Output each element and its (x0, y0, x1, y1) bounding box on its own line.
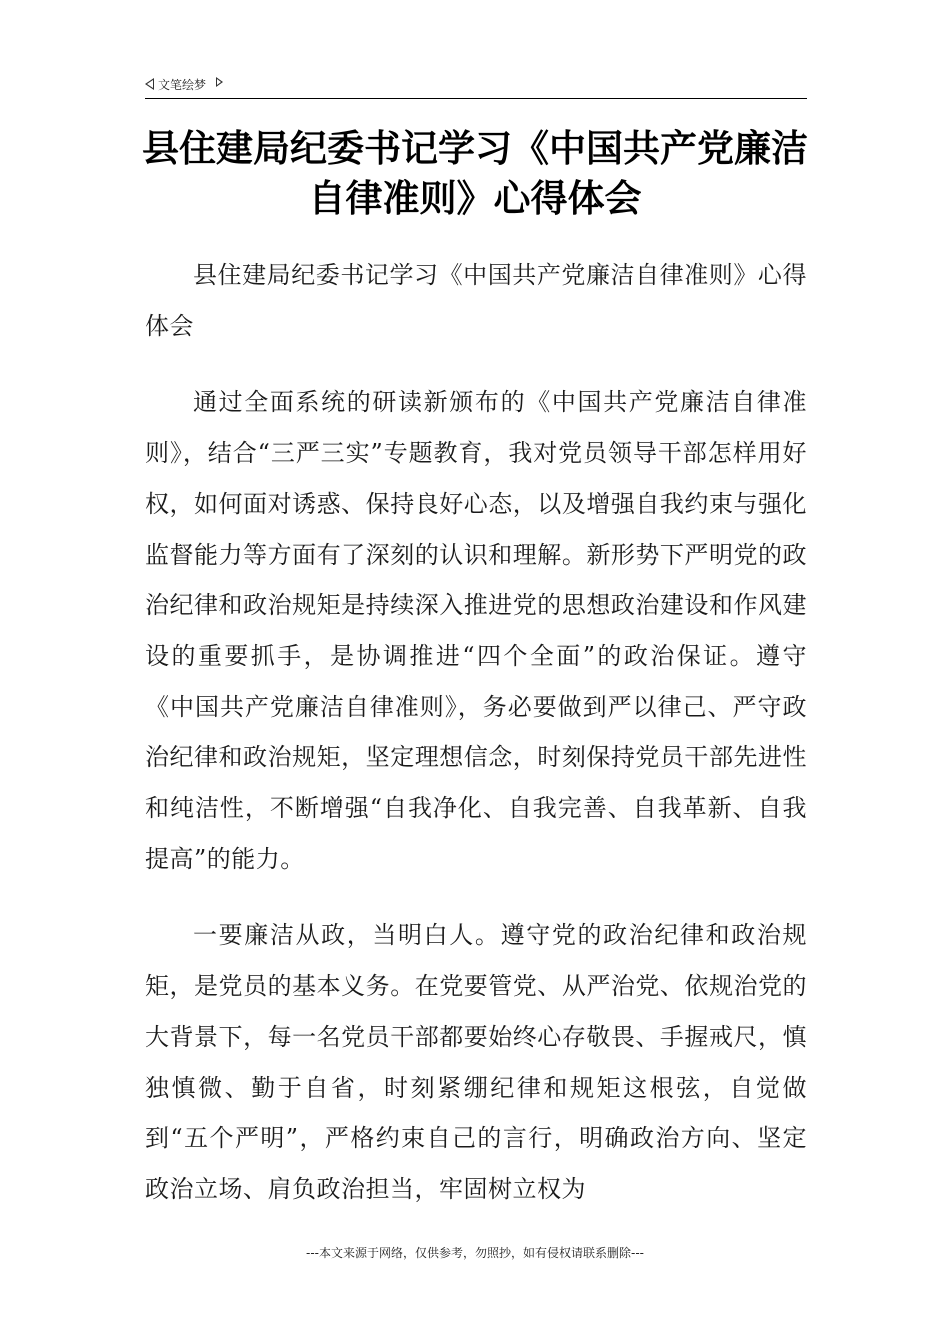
paragraph-intro: 通过全面系统的研读新颁布的《中国共产党廉洁自律准则》，结合“三严三实”专题教育，我对党员领导干部怎样用好权，如何面对诱惑、保持良好心态，以及增强自我约束与强化监督能力等方面有了深刻的认识和理解。新形势下严明党的政治纪律和政治规矩是持续深入推进党的思想政治建设和作风建设的重要抓手，是协调推进“四个全面”的政治保证。遵守《中国共产党廉洁自律准则》，务必要做到严以律己、严守政治纪律和政治规矩，坚定理想信念，时刻保持党员干部先进性和纯洁性，不断增强“自我净化、自我完善、自我革新、自我提高”的能力。 (145, 388, 807, 873)
triangle-left-icon (145, 78, 154, 90)
header-brand (145, 74, 223, 94)
document-title: 县住建局纪委书记学习《中国共产党廉洁自律准则》心得体会 (142, 127, 808, 220)
document-body (145, 250, 807, 1241)
paragraph-subtitle: 县住建局纪委书记学习《中国共产党廉洁自律准则》心得体会 (145, 261, 807, 340)
footer-disclaimer: ---本文来源于网络，仅供参考，勿照抄，如有侵权请联系删除--- (306, 1246, 644, 1260)
triangle-right-icon (216, 77, 223, 87)
paragraph-point-one: 一要廉洁从政，当明白人。遵守党的政治纪律和政治规矩，是党员的基本义务。在党要管党、从严治党、依规治党的大背景下，每一名党员干部都要始终心存敬畏、手握戒尺，慎独慎微、勤于自省，时刻紧绷纪律和规矩这根弦，自觉做到“五个严明”，严格约束自己的言行，明确政治方向、坚定政治立场、肩负政治担当，牢固树立权为 (145, 921, 807, 1203)
page-header (145, 74, 807, 99)
site-name: 文笔绘梦 (158, 77, 207, 92)
